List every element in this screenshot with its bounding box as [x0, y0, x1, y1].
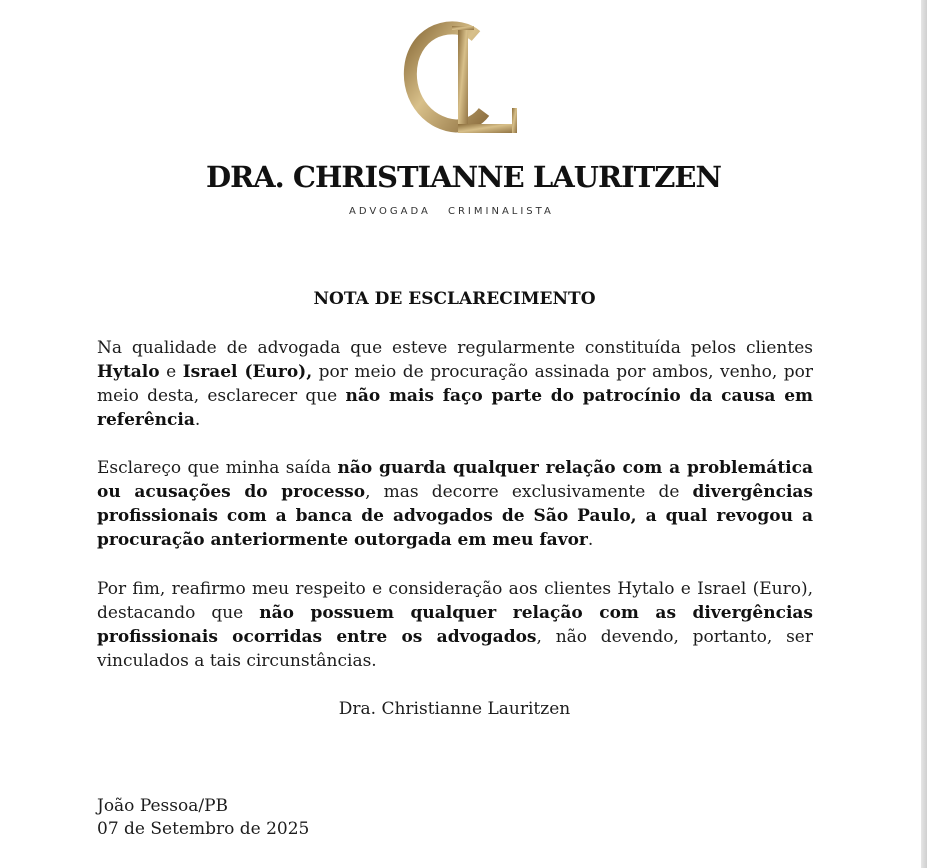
- p2-seg-4: .: [587, 530, 594, 550]
- cl-monogram-logo: [398, 14, 528, 144]
- p2-seg-1: não guarda qualquer relação com a problemática ou acusações do processo: [97, 458, 813, 502]
- p3-seg-2: , não devendo, portanto, ser vinculados a tais circunstâncias.: [97, 627, 813, 671]
- document-title: NOTA DE ESCLARECIMENTO: [313, 289, 596, 309]
- paragraph-1: [97, 336, 813, 432]
- p2-seg-2: , mas decorre exclusivamente de: [365, 482, 693, 502]
- p1-seg-0: Na qualidade de advogada que esteve regularmente constituída pelos clientes: [97, 338, 813, 358]
- lawyer-name-heading: DRA. CHRISTIANNE LAURITZEN: [205, 160, 722, 194]
- p3-seg-0: Por fim, reafirmo meu respeito e consideração aos clientes Hytalo e Israel (Euro), destacando que: [97, 579, 813, 623]
- paragraph-3: [97, 577, 813, 673]
- date-line: 07 de Setembro de 2025: [97, 819, 310, 839]
- subtitle-criminalista: CRIMINALISTA: [448, 206, 554, 217]
- subtitle-advogada: ADVOGADA: [349, 206, 431, 217]
- p1-seg-5: não mais faço parte do patrocínio da causa em referência: [97, 386, 813, 430]
- p1-seg-6: .: [194, 410, 201, 430]
- p2-seg-0: Esclareço que minha saída: [97, 458, 338, 478]
- place-line: João Pessoa/PB: [97, 796, 229, 816]
- signature-name: Dra. Christianne Lauritzen: [338, 699, 571, 719]
- p3-seg-1: não possuem qualquer relação com as divergências profissionais ocorridas entre os advogados: [97, 603, 813, 647]
- page-edge: [921, 0, 927, 868]
- paragraph-2: [97, 456, 813, 552]
- p1-seg-2: e: [159, 362, 183, 382]
- p2-seg-3: divergências profissionais com a banca de advogados de São Paulo, a qual revogou a procuração anteriormente outorgada em meu favor: [97, 482, 813, 550]
- p1-seg-1: Hytalo: [97, 362, 160, 382]
- p1-seg-4: por meio de procuração assinada por ambos, venho, por meio desta, esclarecer que: [97, 362, 813, 406]
- p1-seg-3: Israel (Euro),: [182, 362, 313, 382]
